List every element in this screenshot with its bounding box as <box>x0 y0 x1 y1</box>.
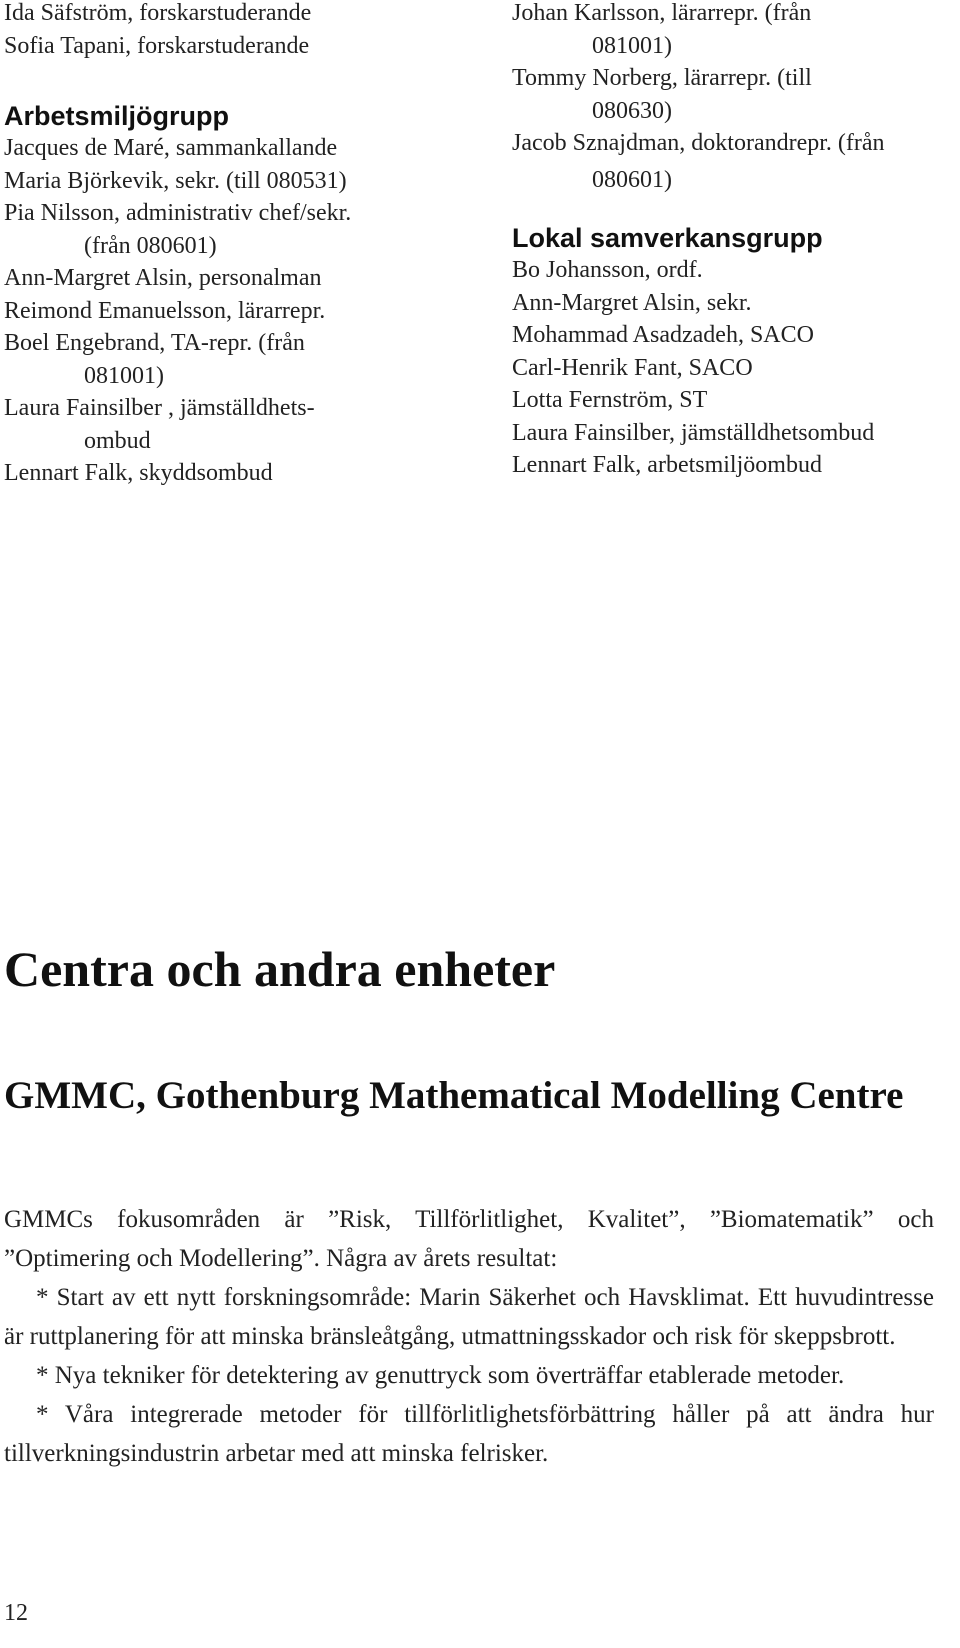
member-line: Lennart Falk, arbetsmiljöombud <box>512 452 822 478</box>
member-line: Reimond Emanuelsson, lärarrepr. <box>4 297 326 324</box>
member-line: Carl-Henrik Fant, SACO <box>512 354 753 381</box>
member-line: Lotta Fernström, ST <box>512 387 708 413</box>
bullet-paragraph: * Våra integrerade metoder för tillförlitlighetsförbättring håller på att ändra hur tillverkningsindustrin arbetar med att minska felrisker. <box>4 1401 934 1467</box>
member-line: Bo Johansson, ordf. <box>512 257 703 283</box>
page-number: 12 <box>4 1600 28 1626</box>
lokal-samverkansgrupp-heading: Lokal samverkansgrupp <box>512 223 823 253</box>
member-line: 080601) <box>592 166 672 193</box>
member-line: Mohammad Asadzadeh, SACO <box>512 322 814 348</box>
member-line: Jacob Sznajdman, doktorandrepr. (från <box>512 130 885 156</box>
member-line: Jacques de Maré, sammankallande <box>4 135 338 161</box>
member-line: ombud <box>84 427 151 454</box>
member-line: Johan Karlsson, lärarrepr. (från <box>512 0 812 26</box>
right-column <box>512 0 952 482</box>
section-heading: Centra och andra enheter <box>4 941 556 997</box>
member-line: Lennart Falk, skyddsombud <box>4 460 273 486</box>
member-line: Laura Fainsilber, jämställdhetsombud <box>512 419 875 446</box>
member-line: Laura Fainsilber , jämställdhets- <box>4 395 315 421</box>
paragraph: GMMCs fokusområden är ”Risk, Tillförlitlighet, Kvalitet”, ”Biomatematik” och ”Optimering och Modellering”. Några av årets resultat: <box>4 1206 934 1272</box>
left-column <box>4 0 474 490</box>
gmmc-heading: GMMC, Gothenburg Mathematical Modelling Centre <box>4 1074 904 1117</box>
arbetsmiljogrupp-heading: Arbetsmiljögrupp <box>4 101 230 131</box>
member-line: Pia Nilsson, administrativ chef/sekr. <box>4 200 352 226</box>
member-line: (från 080601) <box>84 232 217 259</box>
bullet-paragraph: * Nya tekniker för detektering av genuttryck som överträffar etablerade metoder. <box>36 1362 845 1389</box>
member-line: Ann-Margret Alsin, sekr. <box>512 289 752 316</box>
gmmc-body <box>4 1200 934 1473</box>
member-line: 080630) <box>592 97 672 124</box>
member-line: Maria Björkevik, sekr. (till 080531) <box>4 167 347 194</box>
member-line: Boel Engebrand, TA-repr. (från <box>4 330 305 356</box>
member-line: Ida Säfström, forskarstuderande <box>4 0 312 26</box>
member-line: Tommy Norberg, lärarrepr. (till <box>512 65 812 91</box>
bullet-paragraph: * Start av ett nytt forskningsområde: Marin Säkerhet och Havsklimat. Ett huvudintresse är ruttplanering för att minska bränsleåtgång, utmattningsskador och risk för skeppsbrott. <box>4 1284 934 1350</box>
member-line: Ann-Margret Alsin, personalman <box>4 265 322 291</box>
member-line: 081001) <box>592 32 672 59</box>
member-line: Sofia Tapani, forskarstuderande <box>4 32 310 59</box>
member-line: 081001) <box>84 362 164 389</box>
